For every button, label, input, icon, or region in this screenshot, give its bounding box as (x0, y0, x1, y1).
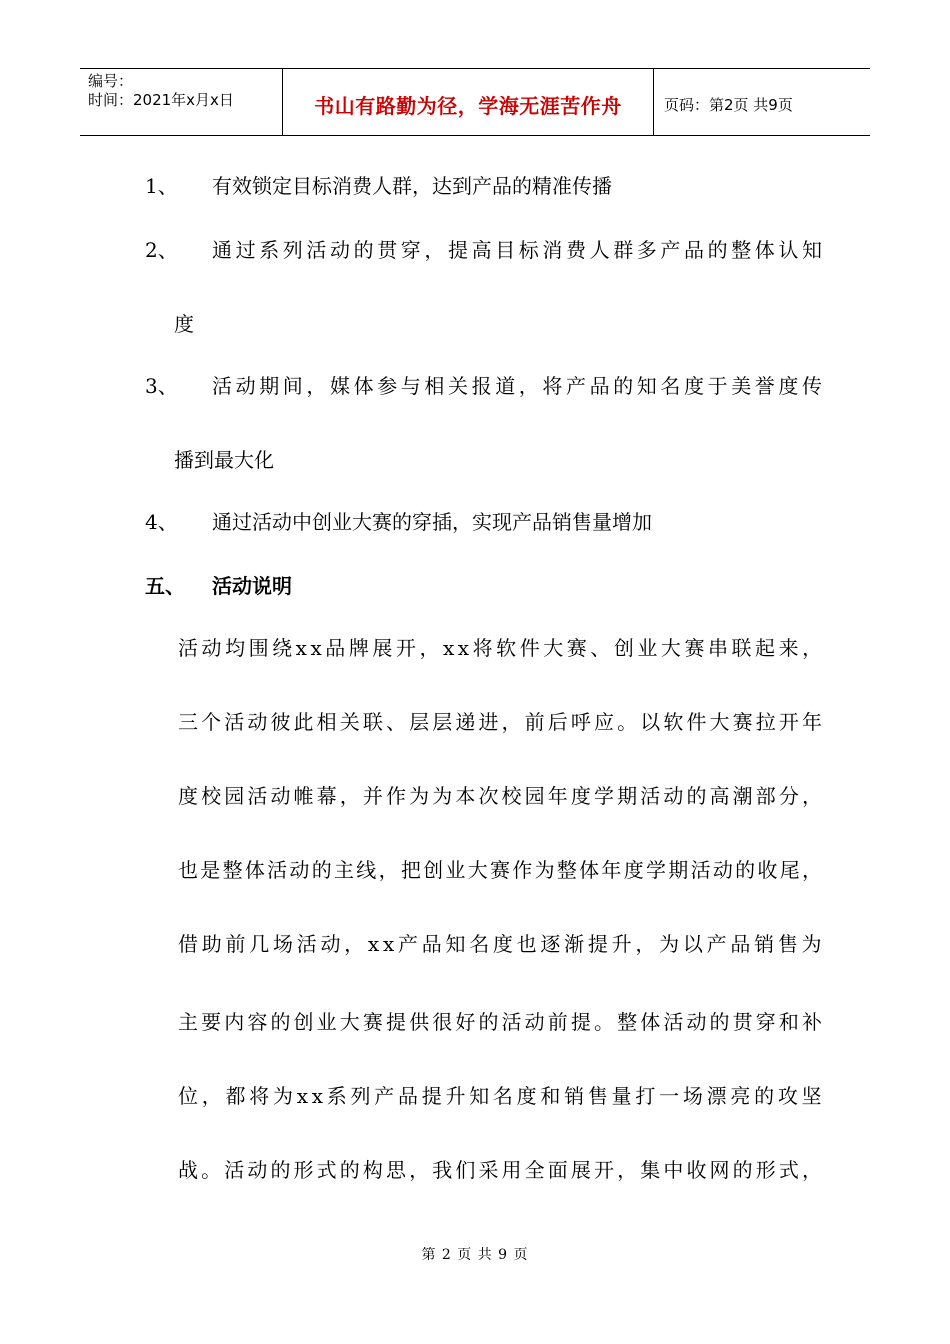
paragraph-line: 也是整体活动的主线，把创业大赛作为整体年度学期活动的收尾， (178, 858, 825, 882)
list-item-text: 通过活动中创业大赛的穿插，实现产品销售量增加 (212, 510, 652, 534)
paragraph-line: 战。活动的形式的构思，我们采用全面展开，集中收网的形式， (178, 1158, 826, 1182)
header-meta (80, 69, 282, 135)
date-label: 时间：2021年x月x日 (88, 91, 234, 109)
section-number: 五、 (145, 574, 185, 598)
list-item-text: 活动期间，媒体参与相关报道，将产品的知名度于美誉度传 (212, 374, 826, 398)
list-item-number: 4、 (145, 510, 178, 534)
list-item-number: 1、 (145, 174, 178, 198)
section-title: 活动说明 (212, 574, 292, 598)
serial-label: 编号： (88, 72, 134, 90)
page-footer: 第 2 页 共 9 页 (421, 1247, 529, 1263)
paragraph-line: 度校园活动帷幕，并作为为本次校园年度学期活动的高潮部分， (178, 784, 826, 808)
paragraph-line: 位，都将为xx系列产品提升知名度和销售量打一场漂亮的攻坚 (178, 1084, 826, 1108)
document-header (80, 68, 870, 136)
list-item-number: 2、 (145, 238, 178, 262)
paragraph-line: 活动均围绕xx品牌展开，xx将软件大赛、创业大赛串联起来， (178, 636, 826, 660)
list-item-text: 有效锁定目标消费人群，达到产品的精准传播 (212, 174, 612, 198)
list-item-text-continued: 度 (174, 312, 194, 336)
paragraph-line: 主要内容的创业大赛提供很好的活动前提。整体活动的贯穿和补 (178, 1010, 826, 1034)
header-motto: 书山有路勤为径，学海无涯苦作舟 (314, 93, 622, 118)
list-item-number: 3、 (145, 374, 178, 398)
header-motto-cell (282, 69, 654, 135)
paragraph-line: 借助前几场活动，xx产品知名度也逐渐提升，为以产品销售为 (178, 932, 826, 956)
paragraph-line: 三个活动彼此相关联、层层递进，前后呼应。以软件大赛拉开年 (178, 710, 826, 734)
list-item-text: 通过系列活动的贯穿，提高目标消费人群多产品的整体认知 (212, 238, 826, 262)
list-item-text-continued: 播到最大化 (174, 448, 274, 472)
header-page-info: 页码：第2页 共9页 (664, 95, 793, 114)
